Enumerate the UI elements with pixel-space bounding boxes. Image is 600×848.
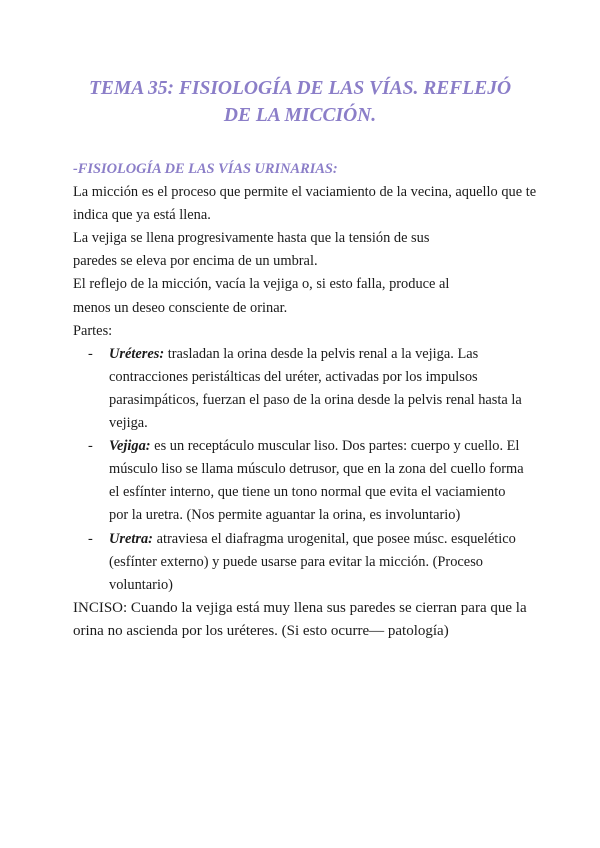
document-body (73, 158, 543, 643)
list-item-uretra (73, 528, 543, 597)
item-text-line: contracciones peristálticas del uréter, activadas por los impulsos (109, 368, 478, 385)
item-text-line: parasimpáticos, fuerzan el paso de la orina desde la pelvis renal hasta la (109, 391, 522, 408)
paragraph-line: indica que ya está llena. (73, 207, 211, 224)
list-item-ureteres (73, 343, 543, 435)
item-text-line: músculo liso se llama músculo detrusor, que en la zona del cuello forma (109, 461, 524, 478)
title-line-1: TEMA 35: FISIOLOGÍA DE LAS VÍAS. REFLEJÓ (88, 78, 512, 99)
list-item-vejiga (73, 435, 543, 527)
paragraph-line: paredes se eleva por encima de un umbral. (73, 253, 318, 270)
page-title (60, 75, 540, 129)
paragraph-line: El reflejo de la micción, vacía la vejiga o, si esto falla, produce al (73, 276, 450, 293)
item-text-line: vejiga. (109, 415, 148, 432)
inciso-paragraph (73, 597, 543, 643)
term-label: Vejiga: (109, 438, 151, 455)
paragraph-line: La vejiga se llena progresivamente hasta que la tensión de sus (73, 230, 430, 247)
item-text: atraviesa el diafragma urogenital, que posee músc. esquelético (152, 530, 516, 547)
paragraph-line: Partes: (73, 322, 113, 339)
item-text: es un receptáculo muscular liso. Dos partes: cuerpo y cuello. El (150, 438, 520, 455)
title-line-2: DE LA MICCIÓN. (223, 105, 377, 126)
list-item-first-line (109, 528, 543, 551)
item-text: trasladan la orina desde la pelvis renal a la vejiga. Las (164, 345, 479, 362)
item-text-line: por la uretra. (Nos permite aguantar la orina, es involuntario) (109, 507, 461, 524)
list-item-first-line (109, 435, 543, 458)
list-dash: - (88, 345, 93, 362)
term-label: Uretra: (109, 530, 153, 547)
item-text-line: voluntario) (109, 576, 173, 593)
section-heading: -FISIOLOGÍA DE LAS VÍAS URINARIAS: (73, 161, 338, 177)
term-label: Uréteres: (109, 345, 165, 362)
item-text-line: el esfínter interno, que tiene un tono normal que evita el vaciamiento (109, 484, 506, 501)
list-dash: - (88, 438, 93, 455)
list-dash: - (88, 530, 93, 547)
list-item-first-line (109, 343, 543, 366)
item-text-line: (esfínter externo) y puede usarse para evitar la micción. (Proceso (109, 553, 483, 570)
paragraph-line: menos un deseo consciente de orinar. (73, 299, 288, 316)
parts-list (73, 343, 543, 597)
paragraph-line: La micción es el proceso que permite el vaciamiento de la vecina, aquello que te (73, 184, 537, 201)
inciso-line: orina no ascienda por los uréteres. (Si esto ocurre— patología) (73, 622, 449, 639)
inciso-line: INCISO: Cuando la vejiga está muy llena sus paredes se cierran para que la (73, 599, 527, 616)
intro-paragraph (73, 181, 543, 343)
